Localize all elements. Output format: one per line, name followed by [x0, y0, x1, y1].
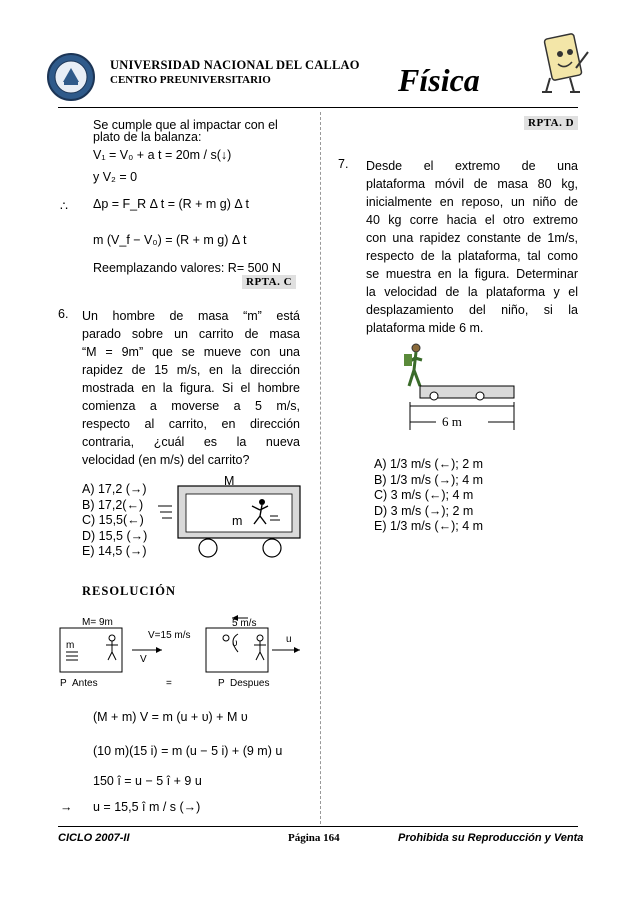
q7-line: se muestra en la figura. Determinar: [366, 267, 578, 281]
option-e[interactable]: E) 14,5 (→): [82, 544, 147, 558]
res-u: u: [286, 634, 292, 645]
res-equation-1: (M + m) V = m (u + υ) + M υ: [93, 710, 248, 724]
res-equals: =: [166, 678, 172, 689]
question-6-text: [82, 307, 300, 469]
intro-line-1: Se cumple que al impactar con el: [93, 118, 278, 132]
center-name: CENTRO PREUNIVERSITARIO: [110, 74, 271, 86]
res-velocity-small: V: [140, 654, 147, 665]
column-divider: [320, 112, 321, 824]
footer-rights: Prohibida su Reproducción y Venta: [398, 832, 584, 844]
equation-v1: V₁ = V₀ + a t = 20m / s(↓): [93, 148, 232, 162]
option-d[interactable]: D) 15,5 (→): [82, 528, 148, 543]
q7-line: Desde el extremo de una: [366, 159, 578, 173]
footer-cycle: CICLO 2007-II: [58, 832, 130, 844]
q6-line: respecto al carrito, en dirección: [82, 417, 300, 431]
cart-mass-label: M: [224, 474, 235, 488]
res-p-after: P: [218, 678, 225, 689]
q7-line: desplazamiento del niño, si la: [366, 303, 578, 317]
q6-line: contraria, ¿cuál es la nueva: [82, 435, 300, 449]
option-b[interactable]: B) 17,2(←): [82, 497, 144, 512]
option-a[interactable]: A) 17,2 (→): [82, 482, 147, 496]
res-nu: υ: [232, 638, 238, 649]
q6-line: parado sobre un carrito de masa: [82, 327, 300, 341]
resolution-heading: RESOLUCIÓN: [82, 584, 177, 598]
option-c[interactable]: C) 15,5(←): [82, 513, 144, 527]
q6-line: mostrada en la figura. Si el hombre: [82, 381, 300, 395]
q7-line: 40 kg corre hacia el otro extremo: [366, 213, 578, 227]
q6-line: rapidez de 15 m/s, en la dirección: [82, 363, 300, 377]
equation-v2: y V₂ = 0: [93, 170, 138, 184]
answer-badge-c: RPTA. C: [242, 275, 296, 289]
therefore-symbol: ∴: [60, 199, 68, 213]
option-e[interactable]: E) 1/3 m/s (←); 4 m: [374, 519, 484, 533]
question-7-number: 7.: [338, 157, 349, 171]
question-6-number: 6.: [58, 307, 69, 321]
option-d[interactable]: D) 3 m/s (→); 2 m: [374, 503, 474, 518]
res-velocity: V=15 m/s: [148, 630, 191, 641]
res-equation-4: u = 15,5 î m / s (→): [93, 800, 201, 814]
option-b[interactable]: B) 1/3 m/s (→); 4 m: [374, 472, 484, 487]
res-equation-3: 150 î = u − 5 î + 9 u: [93, 774, 202, 788]
footer-page: Página 164: [288, 832, 340, 844]
mascot-icon: [540, 28, 592, 98]
option-a[interactable]: A) 1/3 m/s (←); 2 m: [374, 457, 484, 471]
res-rel-speed: 5 m/s: [232, 618, 257, 629]
answer-badge-d: RPTA. D: [524, 116, 578, 130]
equation-momentum: m (V_f − V₀) = (R + m g) Δ t: [93, 233, 247, 247]
question-7-options: [374, 457, 483, 535]
q6-line: “M = 9m” que se mueve con una: [82, 345, 300, 359]
res-arrow: →: [60, 800, 73, 814]
replace-values: Reemplazando valores: R= 500 N: [93, 261, 281, 275]
res-equation-2: (10 m)(15 i) = m (u − 5 i) + (9 m) u: [93, 744, 283, 758]
option-c[interactable]: C) 3 m/s (←); 4 m: [374, 488, 474, 502]
q7-line: plataforma mide 6 m.: [366, 321, 484, 335]
intro-line-2: plato de la balanza:: [93, 130, 202, 144]
q7-line: la velocidad de la plataforma y el: [366, 285, 578, 299]
q6-line: Un hombre de masa “m” está: [82, 309, 300, 323]
q7-line: con una rapidez constante de 1m/s,: [366, 231, 578, 245]
res-man-mass: m: [66, 640, 75, 651]
man-mass-label: m: [232, 514, 243, 528]
res-after-label: Despues: [230, 678, 270, 689]
equation-impulse: Δp = F_R Δ t = (R + m g) Δ t: [93, 197, 249, 211]
university-seal: [46, 52, 96, 102]
res-before-label: Antes: [72, 678, 98, 689]
q7-line: respecto de la plataforma, tal como: [366, 249, 578, 263]
q6-line: velocidad (en m/s) del carrito?: [82, 453, 250, 467]
q7-line: plataforma móvil de masa 80 kg,: [366, 177, 578, 191]
question-7-text: [366, 157, 578, 337]
q7-line: inicialmente en reposo, un niño de: [366, 195, 578, 209]
header-rule: [58, 107, 578, 108]
footer-rule: [58, 826, 578, 827]
subject-title: Física: [398, 62, 480, 98]
res-p-before: P: [60, 678, 67, 689]
question-6-options: [82, 482, 147, 560]
platform-length-label: 6 m: [442, 414, 462, 429]
q6-line: comienza a moverse a 5 m/s,: [82, 399, 300, 413]
res-cart-mass: M= 9m: [82, 617, 113, 628]
university-name: UNIVERSIDAD NACIONAL DEL CALLAO: [110, 58, 360, 72]
